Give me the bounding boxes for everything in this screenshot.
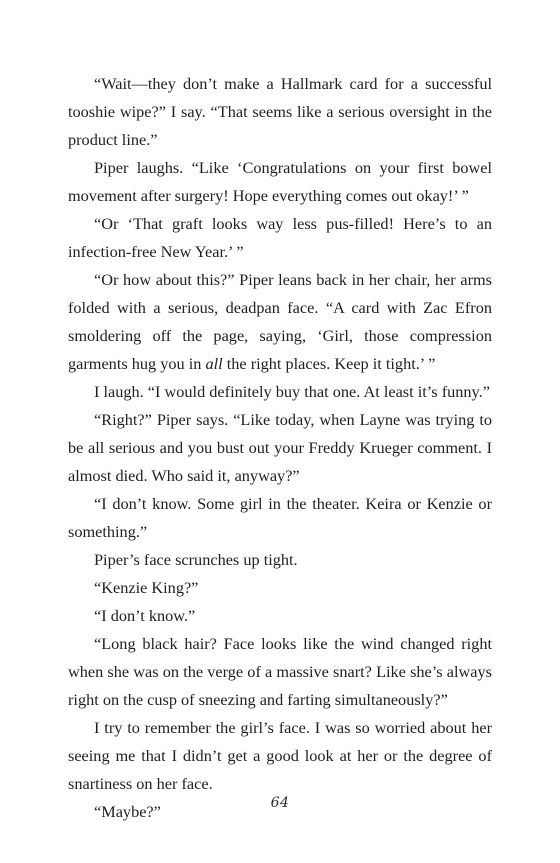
paragraph: “Or ‘That graft looks way less pus-filled! Here’s to an infection-free New Year.’ ” xyxy=(68,214,492,261)
paragraph: “Wait—they don’t make a Hallmark card for a successful tooshie wipe?” I say. “That seems like a serious oversight in the product line.” xyxy=(68,74,492,149)
paragraph: “Right?” Piper says. “Like today, when Layne was trying to be all serious and you bust out your Freddy Krueger comment. I almost died. Who said it, anyway?” xyxy=(68,410,492,485)
emphasis: all xyxy=(205,354,223,373)
paragraph: “Long black hair? Face looks like the wind changed right when she was on the verge of a massive snart? Like she’s always right on the cusp of sneezing and farting simultaneously?” xyxy=(68,634,492,709)
paragraph: “Or how about this?” Piper leans back in her chair, her arms folded with a serious, deadpan face. “A card with Zac Efron smoldering off the page, saying, ‘Girl, those compression garments hug you in all the right places. Keep it tight.’ ” xyxy=(68,270,492,373)
paragraph: I try to remember the girl’s face. I was so worried about her seeing me that I didn’t get a good look at her or the degree of snartiness on her face. xyxy=(68,718,492,793)
paragraph: Piper’s face scrunches up tight. xyxy=(94,550,298,569)
paragraph: Piper laughs. “Like ‘Congratulations on your first bowel movement after surgery! Hope everything comes out okay!’ ” xyxy=(68,158,492,205)
paragraph: I laugh. “I would definitely buy that one. At least it’s funny.” xyxy=(94,382,490,401)
page-number: 64 xyxy=(270,795,290,811)
paragraph: “Maybe?” xyxy=(94,802,161,821)
paragraph: “I don’t know.” xyxy=(94,606,196,625)
body-text xyxy=(68,70,492,826)
paragraph: “Kenzie King?” xyxy=(94,578,199,597)
paragraph: “I don’t know. Some girl in the theater. Keira or Kenzie or something.” xyxy=(68,494,492,541)
